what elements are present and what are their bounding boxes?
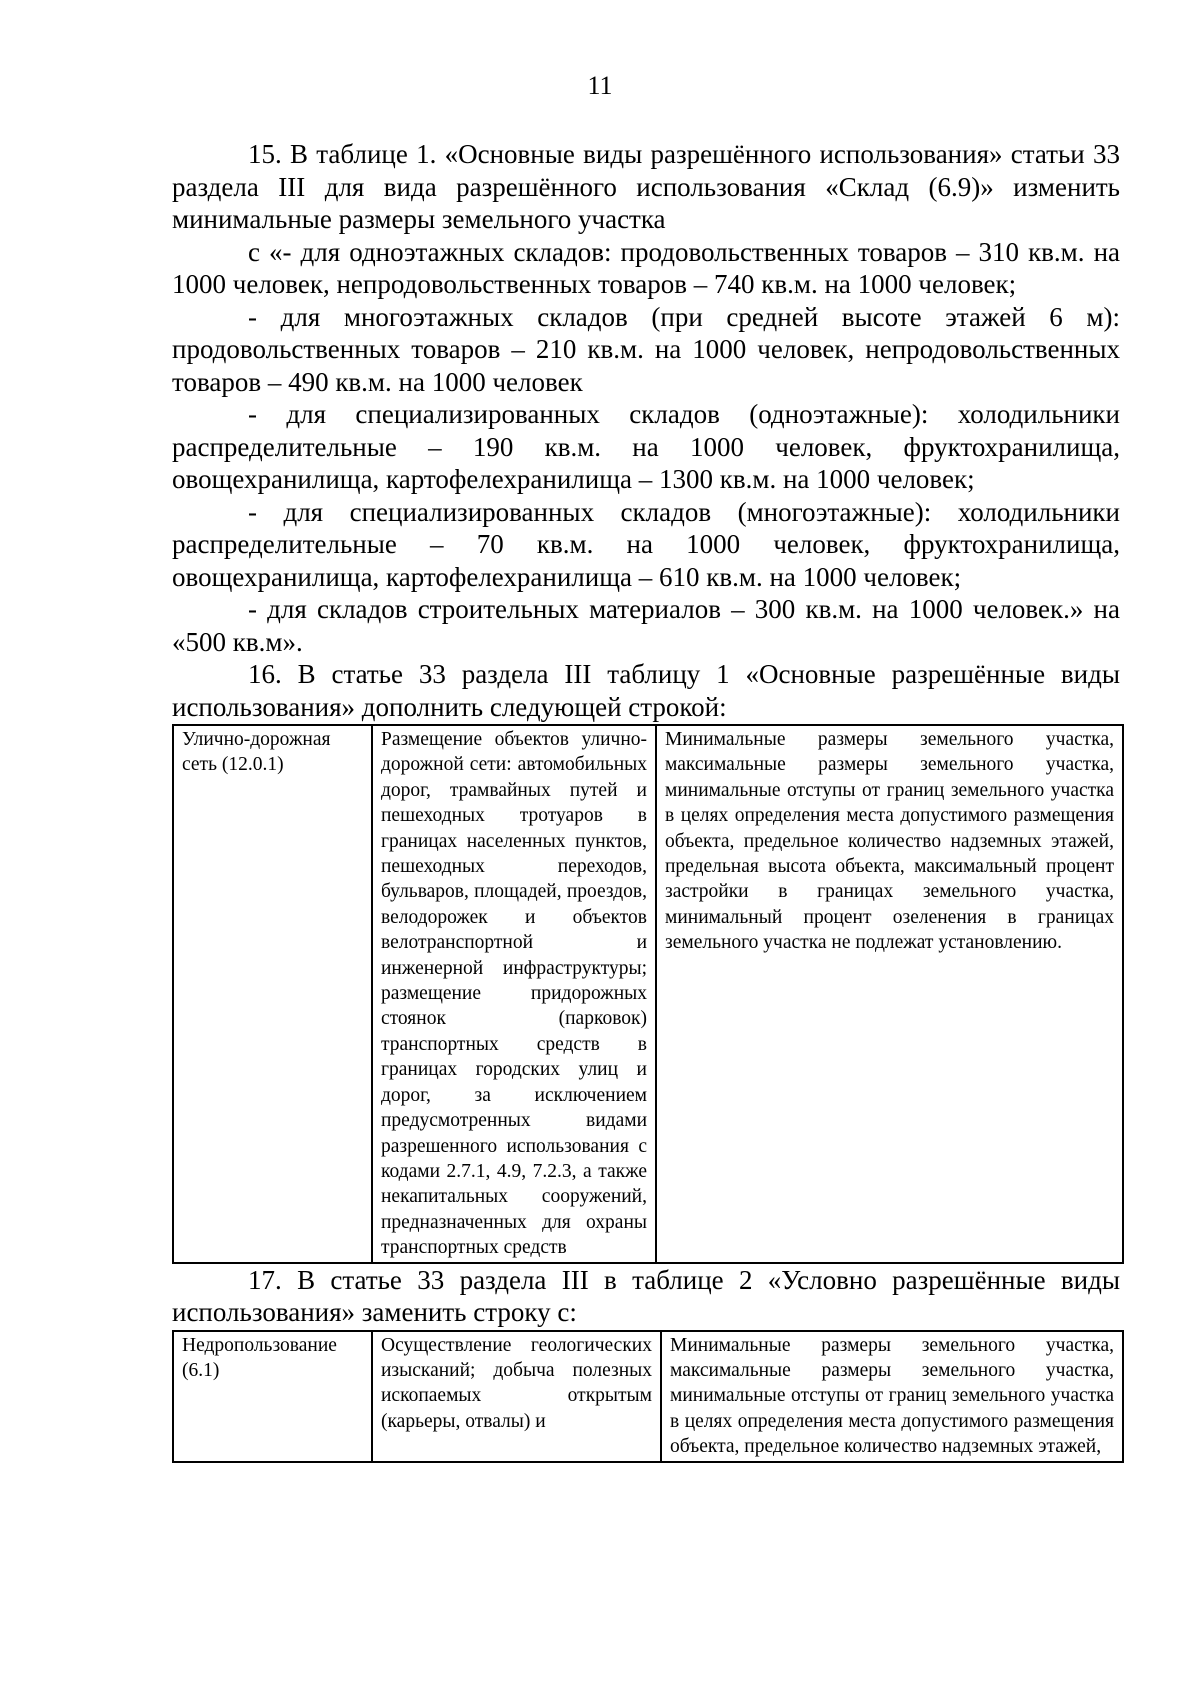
table-row	[173, 1331, 1123, 1462]
page-number: 11	[587, 71, 613, 100]
paragraph-15-d: - для специализированных складов (многоэтажные): холодильники распределительные – 70 кв.м. на 1000 человек, фруктохранилища, овощехранилища, картофелехранилища – 610 кв.м. на 1000 человек;	[172, 496, 1120, 592]
table-cell-text: Минимальные размеры земельного участка, максимальные размеры земельного участка, минимальные отступы от границ земельного участка в целях определения места допустимого размещения объекта, предельное количество надземных этажей, предельная высота объекта, максимальный процент застройки в границах земельного участка, минимальный процент озеленения в границах земельного участка не подлежат установлению.	[665, 729, 1114, 954]
table-cell-kind	[173, 725, 372, 1263]
table-cell-parameters	[656, 725, 1123, 1263]
table-cell-description	[372, 725, 656, 1263]
paragraph-16: 16. В статье 33 раздела III таблицу 1 «Основные разрешённые виды использования» дополнить следующей строкой:	[172, 659, 1120, 722]
document-body	[172, 138, 1120, 1463]
table-row	[173, 725, 1123, 1263]
table-row-replacement	[172, 1330, 1124, 1463]
table-cell-text: Размещение объектов улично-дорожной сети: автомобильных дорог, трамвайных путей и пешеходных тротуаров в границах населенных пунктов, пешеходных переходов, бульваров, площадей, проездов, велодорожек и объектов велотранспортной и инженерной инфраструктуры; размещение придорожных стоянок (парковок) транспортных средств в границах городских улиц и дорог, за исключением предусмотренных видами разрешенного использования с кодами 2.7.1, 4.9, 7.2.3, а также некапитальных сооружений, предназначенных для охраны транспортных средств	[381, 729, 647, 1259]
paragraph-17: 17. В статье 33 раздела III в таблице 2 «Условно разрешённые виды использования» заменить строку с:	[172, 1264, 1120, 1328]
paragraph-15-e: - для складов строительных материалов – 300 кв.м. на 1000 человек.» на «500 кв.м».	[172, 594, 1120, 657]
table-cell-text: Осуществление геологических изысканий; добыча полезных ископаемых открытым (карьеры, отвалы) и	[381, 1334, 652, 1432]
paragraph-15: 15. В таблице 1. «Основные виды разрешённого использования» статьи 33 раздела III для вида разрешённого использования «Склад (6.9)» изменить минимальные размеры земельного участка	[172, 139, 1120, 234]
table-row-addition	[172, 724, 1124, 1264]
table-cell-kind	[173, 1331, 372, 1462]
table-cell-text: Улично-дорожная сеть (12.0.1)	[182, 729, 331, 776]
paragraph-15-b: - для многоэтажных складов (при средней высоте этажей 6 м): продовольственных товаров – 210 кв.м. на 1000 человек, непродовольственных товаров – 490 кв.м. на 1000 человек	[172, 301, 1120, 397]
table-cell-text: Недропользование (6.1)	[182, 1334, 337, 1381]
table-cell-text: Минимальные размеры земельного участка, максимальные размеры земельного участка, минимальные отступы от границ земельного участка в целях определения места допустимого размещения объекта, предельное количество надземных этажей,	[670, 1334, 1114, 1458]
table-cell-parameters	[661, 1331, 1123, 1462]
table-cell-description	[372, 1331, 661, 1462]
paragraph-15-a: с «- для одноэтажных складов: продовольственных товаров – 310 кв.м. на 1000 человек, непродовольственных товаров – 740 кв.м. на 1000 человек;	[172, 236, 1120, 299]
paragraph-15-c: - для специализированных складов (одноэтажные): холодильники распределительные – 190 кв.м. на 1000 человек, фруктохранилища, овощехранилища, картофелехранилища – 1300 кв.м. на 1000 человек;	[172, 399, 1120, 494]
